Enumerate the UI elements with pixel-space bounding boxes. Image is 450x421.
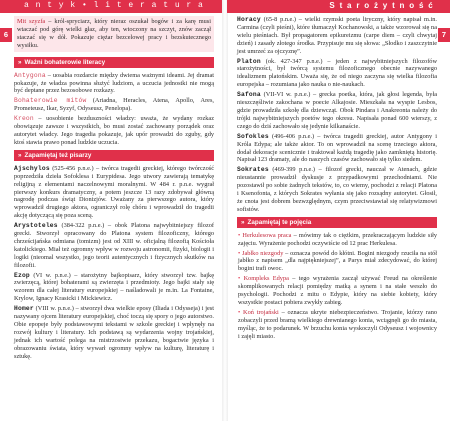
author-entry: [237, 166, 437, 213]
definition-item: [237, 232, 437, 248]
bullet-icon: •: [238, 308, 244, 316]
author-name: Ezop: [14, 271, 30, 279]
section-heading-writers: » Zapamiętaj też pisarzy: [14, 150, 214, 161]
motif-name: Bohaterowie mitów: [14, 97, 87, 105]
author-entry: [237, 133, 437, 165]
definition-term: Kompleks Edypa: [243, 275, 289, 283]
motif-item: [14, 72, 214, 96]
definition-item: [237, 275, 437, 307]
intro-box: [14, 16, 214, 52]
author-text: (VII-VI w. p.n.e.) – grecka poetka, która, jak głosi legenda, była nieszczęśliwie zakochana w poecie Alkajosie. Mieszkała na wyspie Lesbos, gdzie prowadziła szkołę dla dziewcząt. Obok Pindara i Anakreonta należy do trójki najwybitniejszych poetów tego okresu. Napisała ponad 600 wierszy, z czego do dziś zachowało się jedynie kilkanaście.: [237, 91, 437, 130]
right-column: [237, 16, 437, 343]
left-page: [0, 0, 223, 421]
definition-term: Koń trojański: [243, 308, 279, 316]
motif-text: – uosabia rozdarcie między dwiema ważnymi ideami. Jej dramat pokazuje, że władza powinna służyć ludziom, a uczucia jednostki nie mogą być deptane przez bezosobowe rozkazy.: [14, 71, 214, 95]
definition-text: – mówimy tak o ciężkim, przekraczającym ludzkie siły zajęciu. Wyrażenie pochodzi oczywiście od 12 prac Herkulesa.: [238, 231, 437, 247]
author-entry: [14, 272, 214, 304]
bullet-icon: •: [238, 275, 244, 283]
motif-text: (Ariadna, Heracles, Atena, Apollo, Ares, Prometeusz, Ikar, Syzyf, Odyseusz, Penelopa).: [14, 97, 214, 113]
definition-text: – tego wyrażenia zaczął używać Freud na określenie skomplikowanych relacji pomiędzy matką a synem i na stałe weszło do psychologii. Pochodzi z mitu o Edypie, który na siebie kobiety, który wszystkie postaci pobiera zwykły zabieg.: [238, 275, 438, 306]
author-text: (ok. 427-347 p.n.e.) – jeden z najwybitniejszych filozofów starożytności, był twórcą systemu filozoficznego obecnie nazywanego idealizmem platońskim. Uważa się, że od niego zaczyna się wielka filozofia europejska – rozumiana jako nauka o nie-naukach.: [237, 57, 437, 89]
definition-item: [237, 309, 437, 341]
definition-item: [237, 250, 437, 274]
author-entry: [14, 305, 214, 360]
motif-text: – uosobienie bezduszności władzy: uważa, że wydany rozkaz obowiązuje zawsze i wszystkich, bo musi zostać zachowany porządek oraz autorytet władcy. Jego tragedia pokazuje, jak upór prowadzi do zguby, gdy ktoś stawia prawo ponad ludzkie uczucia.: [14, 115, 214, 146]
header-band-right: [227, 0, 450, 13]
author-text: (469-399 p.n.e.) – filozof grecki, nauczał w Atenach, gdzie nieustannie prowadził dyskusje z przypadkowymi przechodniami. Nie pozostawił po sobie żadnych tekstów, to, co wiemy, pochodzi z relacji Platona i Ksenofonta, z których Sokrates wyłania się jako rozsądny autorytet. Głosił, że cnota jest dobrem bezwzględnym, czym przeciwstawiał się relatywizmowi sofistów.: [237, 166, 437, 213]
definition-text: – oznacza powód do kłótni. Bogini niezgody rzuciła na stół jabłko z napisem „dla najpiękniejszej”, a Parys miał zdecydować, do której bogini trafi owoc.: [238, 249, 438, 273]
page-number-right: 7: [438, 28, 450, 42]
header-band-left: [0, 0, 223, 13]
author-text: (VI w. p.n.e.) – starożytny bajkopisarz, który stworzył tzw. bajkę zwierzęcą, której bohaterami są zwierzęta i przedmioty. Jego bajki stały się wzorem dla całej literatury europejskiej – naśladowali je m.in. La Fontaine, Krylow, Ignacy Krasicki i Mickiewicz.: [14, 271, 214, 303]
author-name: Homer: [14, 305, 34, 313]
arrow-right-icon: »: [18, 58, 22, 66]
author-entry: [14, 222, 214, 269]
definition-term: Herkulesowa praca: [242, 231, 292, 239]
intro-text: – król-spryciarz, który nieraz oszukał bogów i za karę musi wtaczać pod górę wielki głaz, aby ten, wtoczony na szczyt, znów zaczął staczać się w dół. Pokazuje ciężar bezcelowej pracy i bezskutecznego wysiłku.: [17, 18, 211, 49]
motif-item: [14, 97, 214, 113]
arrow-right-icon: »: [18, 151, 22, 159]
author-text: (525-456 p.n.e.) – twórca tragedii greckiej, którego twórczość poprzedziła dzieła Sofoklesa i Eurypidesa. Jego utwory zawierają tematykę religijną z elementami naczelnowymi moralnymi. W 484 r. p.n.e. wygrał pierwszy konkurs dramatyczny, a potem jeszcze 13 razy zdobywał główną nagrodę podczas świąt Dionizjów. Uważany za pierwszego autora, który wprowadził drugiego aktora, ograniczył rolę chóru i wprowadził do tragedii akcję dotyczącą się poza sceną.: [14, 164, 214, 220]
motif-item: [14, 115, 214, 147]
motif-name: Kreon: [14, 115, 34, 123]
motif-name: Antygona: [14, 71, 46, 79]
right-page: [227, 0, 450, 421]
definition-text: – oznacza ukryte niebezpieczeństwo. Trojanie, którzy rano zobaczyli przed bramą wielkiego drewnianego konia, wciągnęli go do miasta, myśląc, że to podarunek. W brzuchu konia wyskoczyli Odyseusz i wojownicy i zajęli miasto.: [238, 308, 437, 340]
author-text: (65-8 p.n.e.) – wielki rzymski poeta liryczny, który napisał m.in. Carmina (czyli pieśni), które tłumaczył Kochanowski, a także wzorował się na wielu pieśniach. Był propagatorem epikureizmu (carpe diem – czyli chwytaj dzień) i zasady złotego środka. Przypisuje mu się słowa: „Słodko i zaszczytnie jest umrzeć za ojczyznę”.: [237, 16, 437, 55]
author-name: Arystoteles: [14, 222, 58, 230]
author-name: Sofokles: [237, 132, 269, 140]
intro-title: Mit szyzfa: [17, 18, 46, 25]
author-entry: [14, 165, 214, 220]
author-entry: [237, 91, 437, 131]
arrow-right-icon: »: [241, 218, 245, 226]
author-entry: [237, 58, 437, 90]
definition-term: Jabłko niezgody: [242, 249, 284, 257]
author-text: (496-406 p.n.e.) – twórca tragedii greckiej, autor Antygony i Króla Edypa; ale także aktor. To on wprowadził na scenę trzeciego aktora, dodał dekoracje scenicznie i traktował każdą tragedię jako zamkniętą historię. Napisał 123 dramaty, ale do naszych czasów zachowało się tylko siedem.: [237, 132, 437, 164]
author-name: Sokrates: [237, 166, 269, 174]
author-name: Platon: [237, 57, 261, 65]
bullet-icon: •: [238, 249, 243, 257]
author-text: (384-322 p.n.e.) – obok Platona najwybitniejszy filozof grecki. Stworzył opracowany do Platona system filozoficzny, którego chrześcijańska odmiana (tomizm) jest od XIII w. oficjalną filozofią Kościoła katolickiego. Miał też ogromny wpływ w rozwoju astronomii, fizyki, biologii i logiki (nieomal wszystko, jego teorii autentycznych i fizycznych skutków na filozofii.: [14, 222, 214, 269]
author-name: Safona: [237, 91, 261, 99]
section-heading-concepts: » Zapamiętaj te pojęcia: [237, 217, 437, 228]
author-name: Ajschylos: [14, 164, 50, 172]
author-entry: [237, 16, 437, 56]
header-right-text: S t a r o ż y t n o ś ć: [329, 1, 434, 10]
bullet-icon: •: [238, 231, 243, 239]
header-left-text: a n t y k • l i t e r a t u r a: [24, 1, 204, 10]
author-text: (VIII w. p.n.e.) – stworzył dwa wielkie eposy (Iliada i Odysseja) i jest nazywany ojcem literatury europejskiej, choć toczą się spory o jego autorstwo. Obie epopeje były podstawowymi tekstami w szkole greckiej i wpłynęły na rozwój kultury i literatury. Ich podstawą są wydarzenia wojny trojańskiej, jednak ich wartość polega na mistrzostwie przekazu, bogactwie języka i obrazowaniu świata, który wywarł ogromny wpływ na kulturę, literaturę i sztukę.: [14, 305, 214, 360]
author-name: Horacy: [237, 16, 261, 23]
left-column: [14, 16, 214, 363]
page-number-left: 6: [0, 28, 12, 42]
section-heading-heroes: » Ważni bohaterowie literacy: [14, 57, 214, 68]
